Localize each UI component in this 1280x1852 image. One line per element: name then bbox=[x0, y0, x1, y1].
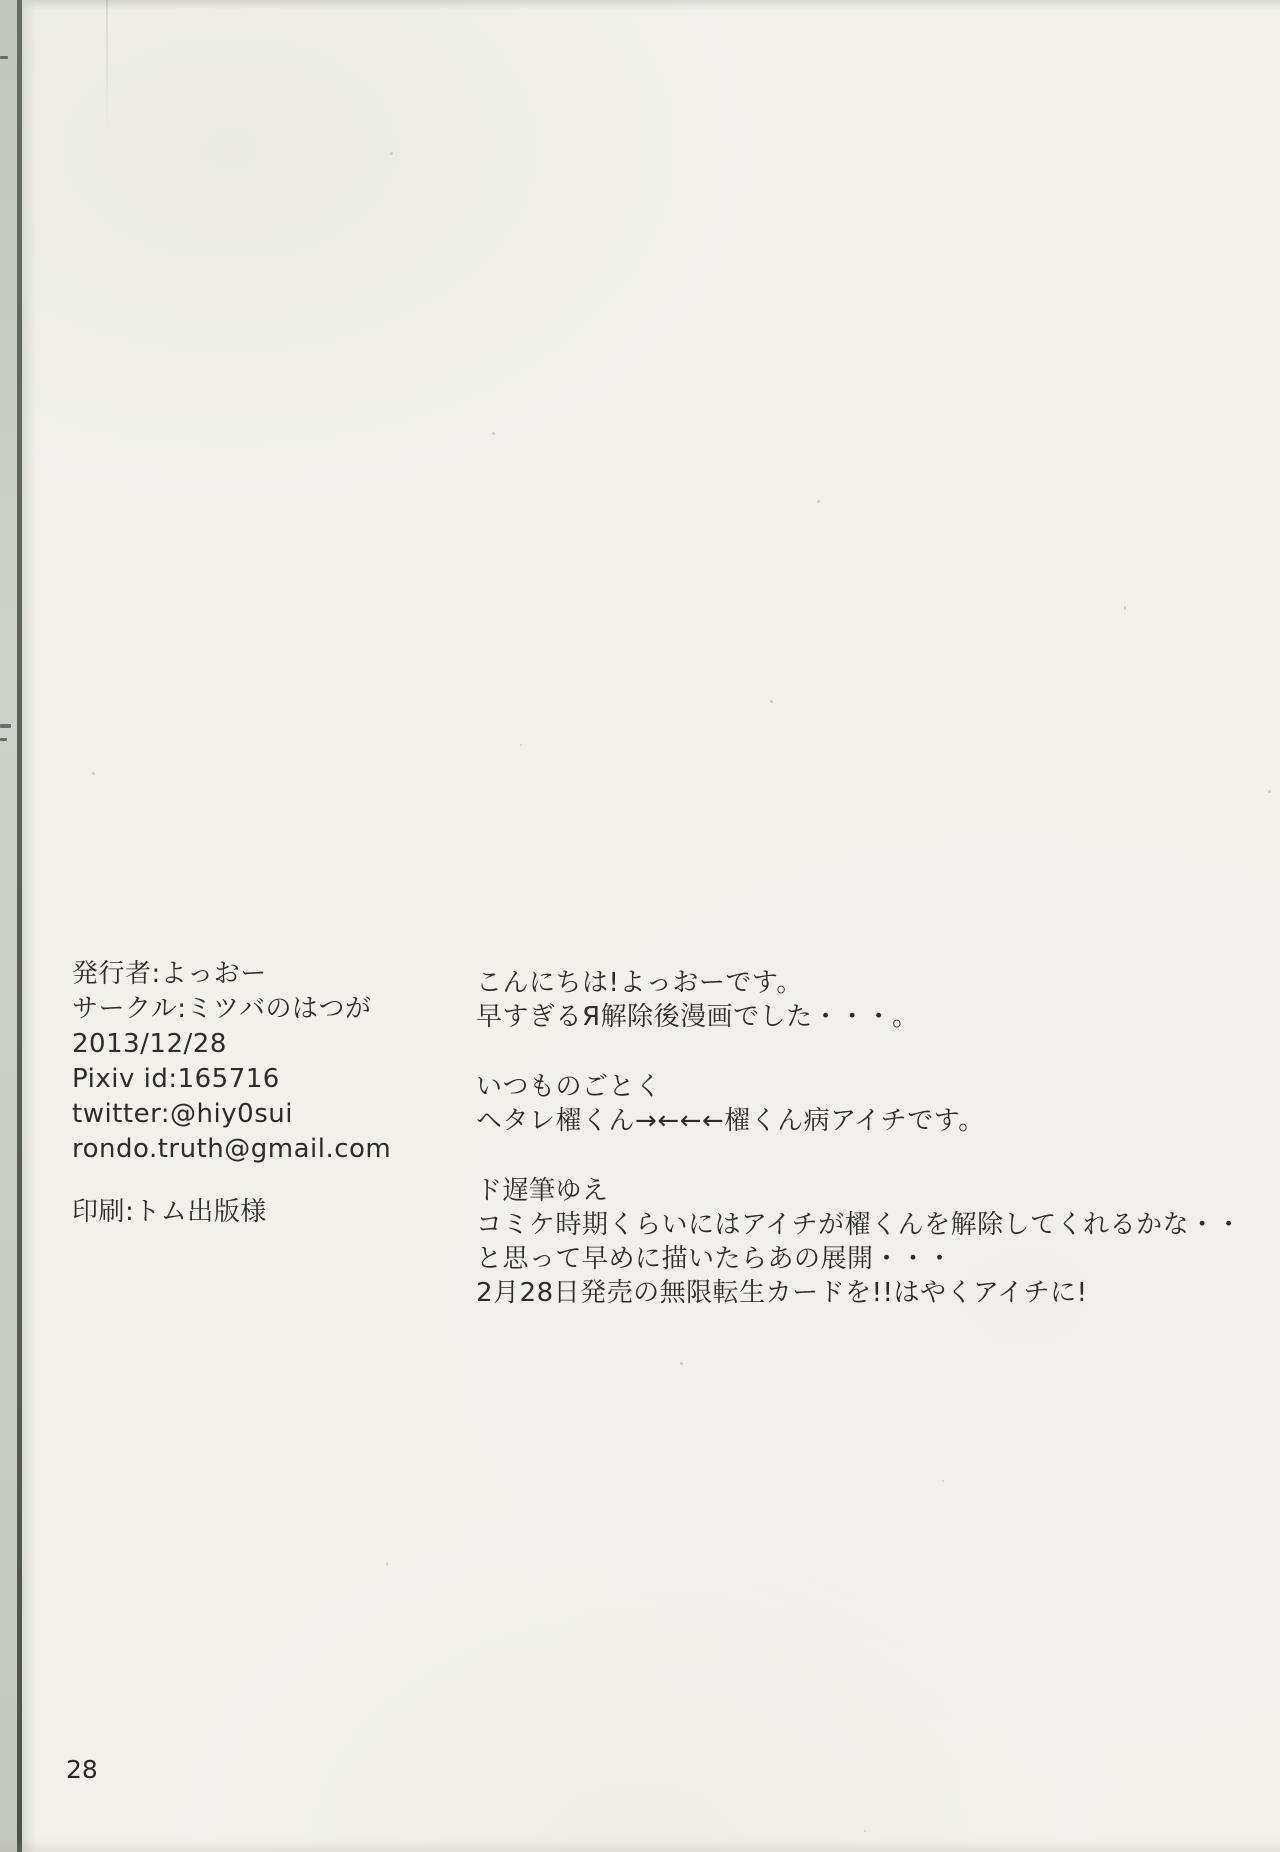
afterword-line: 早すぎるЯ解除後漫画でした・・・。 bbox=[476, 1002, 919, 1032]
colophon-twitter-line: twitter:@hiy0sui bbox=[72, 1099, 293, 1129]
dust-speck bbox=[864, 1830, 866, 1832]
afterword-line: こんにちは!よっおーです。 bbox=[476, 968, 803, 998]
colophon-pixiv-line: Pixiv id:165716 bbox=[72, 1064, 280, 1094]
dust-speck bbox=[1268, 790, 1271, 793]
afterword-paragraph bbox=[476, 1070, 1242, 1138]
dust-speck bbox=[92, 772, 95, 775]
dust-speck bbox=[390, 152, 393, 155]
dust-speck bbox=[386, 1562, 388, 1566]
page-number: 28 bbox=[66, 1755, 98, 1784]
colophon-circle-line: サークル:ミツバのはつが bbox=[72, 994, 372, 1024]
dust-speck bbox=[942, 1480, 944, 1482]
dust-speck bbox=[770, 700, 773, 703]
afterword-line: と思って早めに描いたらあの展開・・・ bbox=[476, 1244, 954, 1274]
dust-speck bbox=[1124, 606, 1126, 610]
afterword-line: ド遅筆ゆえ bbox=[476, 1176, 609, 1206]
colophon-date-line: 2013/12/28 bbox=[72, 1029, 227, 1059]
dust-speck bbox=[680, 1362, 683, 1365]
afterword-line: 2月28日発売の無限転生カードを!!はやくアイチに! bbox=[476, 1278, 1088, 1308]
afterword-paragraph bbox=[476, 966, 1242, 1034]
colophon-printer-line: 印刷:トム出版様 bbox=[72, 1197, 267, 1227]
scan-edge-mark bbox=[0, 738, 7, 741]
colophon-block bbox=[72, 957, 391, 1230]
dust-speck bbox=[492, 432, 495, 435]
afterword-line: いつものごとく bbox=[476, 1072, 662, 1102]
colophon-publisher-line: 発行者:よっおー bbox=[72, 959, 267, 989]
scan-edge-mark bbox=[0, 56, 8, 59]
scan-edge-mark bbox=[0, 724, 11, 728]
afterword-paragraph bbox=[476, 1174, 1242, 1310]
afterword-line: コミケ時期くらいにはアイチが櫂くんを解除してくれるかな・・ bbox=[476, 1210, 1243, 1240]
dust-speck bbox=[817, 500, 820, 503]
scan-edge-strip bbox=[0, 0, 17, 1852]
afterword-block bbox=[476, 966, 1242, 1310]
dust-speck bbox=[520, 744, 522, 746]
scan-artifact-line bbox=[106, 0, 108, 132]
colophon-email-line: rondo.truth@gmail.com bbox=[72, 1134, 392, 1164]
afterword-line: ヘタレ櫂くん→←←←櫂くん病アイチです。 bbox=[476, 1106, 985, 1136]
binding-highlight bbox=[22, 0, 36, 1852]
